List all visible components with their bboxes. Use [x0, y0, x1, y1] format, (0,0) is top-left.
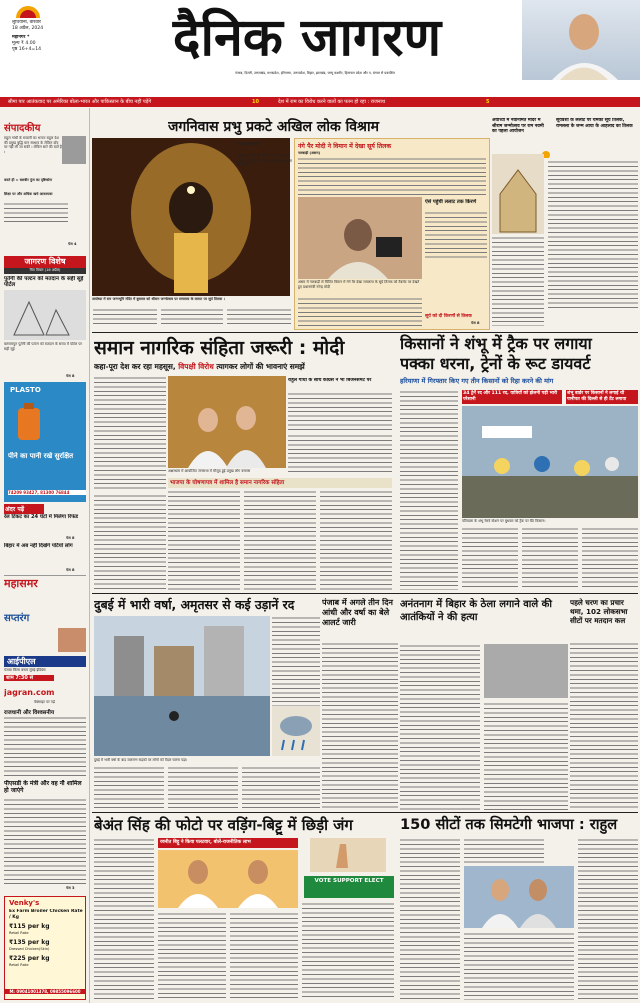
saptrang-photo [58, 628, 86, 652]
bihar-photo [484, 644, 568, 698]
rahul-photo [464, 866, 574, 928]
top-story-intro: अयोध्याः 'घोप्रो की पंडों में लिया हाथ की प्रसिद्धि हो गई' की यह गोस्वामी तुलसीदास की पंक्ति। [237, 154, 292, 168]
farmers-caption: पटियाला के शंभू रेलवे स्टेशन पर बुधवार को ट्रैक पर बैठे किसान। [462, 519, 546, 523]
delhi-label: राजधानी और विश्वसनीय [4, 710, 55, 716]
modi-box-sub2: सूर्य को दी किरणों से तिलक [425, 314, 472, 319]
venkys-ad [4, 896, 86, 1000]
rahul-headline[interactable]: 150 सीटों तक सिमटेगी भाजपा : राहुल [400, 816, 618, 833]
modi-plane-caption: असम में नलबाड़ी से चिंतित विमान में नंगे पैर देखा रामलला के सूर्य तिलक को टैबलेट पर देखते हुए प्रधानमंत्री नरेन्द्र मोदी [298, 280, 420, 289]
ramlalla-caption: अयोध्या में राम जन्मभूमि मंदिर में बुधवार को श्रीराम जन्मोत्सव पर रामलला के ललाट पर सूर्य तिलक । [92, 297, 225, 301]
bihar-headline[interactable]: अनंतनाग में बिहार के ठेला लगाने वाले की आतंकियों ने की हत्या [400, 599, 552, 623]
vote-hand-icon [306, 836, 390, 874]
top-story-dateline-visible: लखनऊ/अयोध्या [237, 142, 259, 146]
modi-box-dateline: नलबाड़ी (असम) [298, 151, 321, 155]
farmers-box2: शंभू बार्डर पर किसानों ने लगाई थी पानीपत की दिल्ली से ही टेंट लगाया [566, 390, 638, 404]
ayodhya-note1: अयोध्या में नवनिर्मित मंदिर में श्रीराम जन्मोत्सव पर राम नवमी का पहला आयोजन [492, 118, 544, 135]
ucc-headline[interactable]: समान नागरिक संहिता जरूरी : मोदी [94, 337, 345, 359]
inside-item1[interactable]: रेल टिकट का 24 घंटों में मिलेगा रिफंड [4, 514, 78, 520]
editorial-feature: करते ही :: बलबीर पुंज का दृष्टिकोण [4, 178, 53, 182]
ucc-subline [94, 362, 394, 374]
ucc-sub-rest: त्यागकर लोगों की भावनाएं समझें [216, 362, 305, 371]
top-story-headline[interactable]: जगनिवास प्रभु प्रकटे अखिल लोक विश्राम [168, 119, 379, 135]
jagran-vishesh-sub: चित्र विचार (16 अप्रैल) [4, 268, 86, 274]
plastic-phone: 74209 93427, 81300 76844 [8, 490, 86, 495]
ucc-sub-red: विपक्षी विरोध [178, 362, 214, 371]
lok-sabha-headline[interactable]: पहले चरण का प्रचार थमा, 102 लोकसभा सीटों पर मतदान कल [570, 598, 628, 625]
ucc-box-title: राहुल गांधी के साथ कांग्रेस ने भी बिजनेसमेंट पर [288, 378, 372, 383]
editorial-text: राहुल गांधी के सवाली का भरातः राहुल देश की प्रमुख बुद्धि मान स्वभाव के लेकिन दाँव पर नहीं ली जा सकी । लेकिन सारे की बातें हैं । [4, 136, 62, 154]
dubai-caption: दुबई में भारी वर्षा के बाद जलमग्न सड़कों पर लोगों को पैदल चलना पड़ा। [94, 758, 188, 762]
jagran-vishesh-story[interactable]: पुर्तगी की पल्टन को मतदान के सही सूई पोर्टल [4, 276, 84, 288]
venkys-rate1-label: Retail Rate [9, 931, 29, 935]
jagran-site-link[interactable]: jagran.com [4, 688, 55, 697]
inside-item1-page: पेज 8 [66, 536, 75, 540]
tank-icon [14, 402, 44, 442]
beant-photo [158, 850, 298, 908]
farmers-headline2[interactable]: पक्का धरना, ट्रेनों के रूट डायवर्ट [400, 354, 591, 373]
farmers-photo [462, 406, 638, 518]
venkys-phone: M: 09041001378, 09855096600 [5, 989, 85, 994]
modi-box [294, 138, 490, 330]
publishing-regions: पंजाब, दिल्ली, उत्तराखंड, मध्यप्रदेश, हरियाणा, उत्तरप्रदेश, बिहार, झारखंड, जम्मू कश्मीर, हिमाचल प्रदेश और प. बंगाल से प्रकाशित [235, 71, 395, 75]
sketch-photo [4, 290, 86, 340]
farmers-box1: 34 ट्रेनें रद और 111 रद, यात्रियों को झेलनी पड़ी भारी परेशानी [462, 390, 562, 404]
venkys-rate2-label: Dressed Chicken(Skin) [9, 947, 50, 951]
beant-headline[interactable]: बेअंत सिंह की फोटो पर वड़िंग-बिट्टू में छिड़ी जंग [94, 816, 353, 834]
venkys-brand: Venky's [9, 899, 40, 907]
pm-news-headline[interactable]: पीएसडी के मंत्री और वह नौ शामिल हो जाएंगे [4, 780, 82, 794]
ticker-bar [0, 97, 640, 107]
jagran-vishesh-bottom: बलरामपुरः पुर्तगी की पल्टन को मतदान के समय में पोर्टल पर सही सूई [4, 342, 82, 351]
ipl-label[interactable]: आईपीएल [4, 656, 86, 667]
venkys-rate1: ₹115 per kg [9, 923, 50, 930]
edition-date: 18 अप्रैल, 2024 [12, 26, 44, 31]
dubai-headline[interactable]: दुबई में भारी वर्षा, अमृतसर से कई उड़ानें रद [94, 597, 295, 612]
edition-city: लुधियाना, वीरवार [12, 20, 41, 25]
ipl-sub: पंजाब किंग्स बनाम मुंबई इंडियंस [4, 668, 46, 672]
left-column [0, 108, 90, 1003]
ticker-left[interactable]: सीमा पार आतंकवाद पर अमेरिका बोला-भारत और पाकिस्तान के बीच नहीं पड़ेंगे [8, 99, 152, 105]
ticker-left-page: 10 [252, 99, 259, 105]
edition-price: मूल्य ₹ 4.00 [12, 41, 36, 46]
newspaper-title: दैनिक जागरण [172, 8, 442, 68]
editorial-label: संपादकीय [4, 123, 41, 134]
editorial-feature2: शिक्षा पर और अधिक खर्च आवश्यकः [4, 192, 53, 196]
temple-sketch [492, 154, 544, 234]
jagran-site-sub: वेबसाइट पर पढ़ें [34, 700, 55, 704]
dubai-flood-photo [94, 616, 270, 756]
venkys-title: Ex Farm Broiler Chicken Rate / Kg [9, 909, 83, 920]
venkys-rate3: ₹225 per kg [9, 955, 50, 962]
ticker-right-page: 5 [486, 99, 490, 105]
vote-badge: VOTE SUPPORT ELECT [304, 876, 394, 898]
beant-box: रवनीत बिट्टू ने किया पलटवार, बोलें-राजनीतिक लाभ [158, 838, 298, 848]
tank-slogan: पीने का पानी रखे सुरक्षित [8, 452, 74, 460]
weather-icon [272, 706, 320, 756]
modi-box-sub: ऐसे पहुंची ललाट तक किरणें [425, 199, 477, 205]
farmers-headline1[interactable]: किसानों ने शंभू में ट्रैक पर लगाया [400, 334, 592, 353]
jagran-vishesh-label: जागरण विशेष [4, 256, 86, 268]
punjab-weather-headline[interactable]: पंजाब में अगले तीन दिन आंधी और वर्षा का बेले आलर्ट जारी [322, 598, 393, 627]
inside-item2-page: पेज 8 [66, 568, 75, 572]
farmers-sub: हरियाणा में गिरफ्तार किए गए तीन किसानों को रिहा करने की मांग [400, 377, 554, 385]
mahasamar-label[interactable]: महासमर [4, 575, 86, 591]
venkys-rate3-label: Retail Rate [9, 963, 29, 967]
editorial-photo [62, 136, 86, 164]
ucc-box: भाजपा के घोषणापत्र में शामिल है समान नागरिक संहिता [168, 478, 392, 488]
saptrang-label[interactable]: सप्तरंग [4, 613, 30, 624]
plastic-tank-ad [4, 382, 86, 502]
edition-pages: पृष्ठ 16+4=14 [12, 47, 42, 52]
modi-box-page: पेज 8 [471, 321, 480, 325]
jagran-vishesh-page[interactable]: पेज 8 [66, 374, 75, 378]
modi-plane-photo [298, 197, 422, 279]
ucc-caption: अक्षरधाम में आयोजित जनसभा में मौजूद हुईं प्रमुख लोग बनारस [168, 469, 251, 473]
modi-box-headline[interactable]: नंगे पैर मोदी ने विमान में देखा सूर्य तिलक [298, 143, 392, 150]
inside-item2[interactable]: बिहार में अब नहीं दिखेंगे पर्टियों लोग [4, 543, 73, 549]
pm-news-page: पेज 3 [66, 886, 75, 890]
jagran-logo-icon [14, 4, 42, 18]
editorial-page[interactable]: पेज 4 [68, 242, 77, 246]
ucc-sub: कहा-पूरा देश कर रहा महसूस, [94, 362, 176, 371]
ayodhya-note2: सूर्यवंशी के ललाट पर चमका सूर्य तिलक, रामलला के जन्म आया के आहलाद का तिलक [556, 118, 633, 129]
minister-portrait [522, 0, 640, 80]
ticker-right[interactable]: देश में राम का विरोध करने वालों का पतन हो रहा : राजनाथ [278, 99, 386, 105]
venkys-rate2: ₹135 per kg [9, 939, 50, 946]
plastic-brand: PLASTO [10, 386, 41, 394]
masthead [0, 0, 640, 97]
edition-name: महानगर * [12, 35, 30, 40]
ucc-photo [168, 376, 286, 468]
ipl-time: शाम 7:30 से [4, 675, 54, 681]
inside-label: अंदर पढ़ें [4, 504, 44, 514]
